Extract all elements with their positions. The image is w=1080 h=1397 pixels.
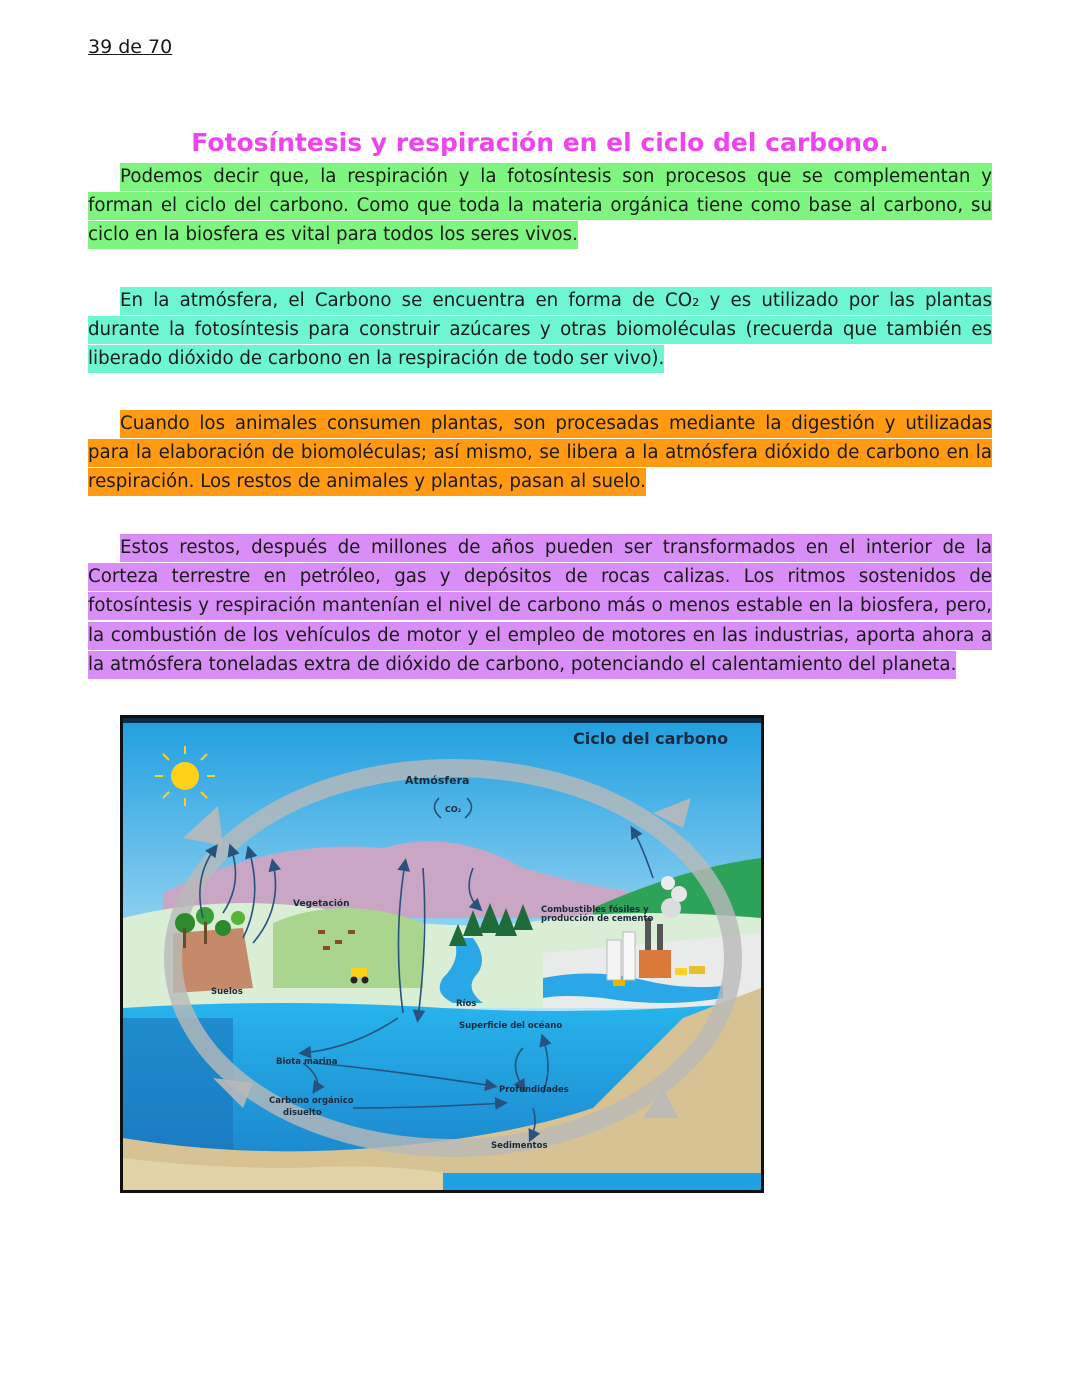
paragraph-1 <box>88 162 992 250</box>
paragraph-2 <box>88 286 992 374</box>
label-atmosfera: Atmósfera <box>405 774 470 787</box>
carbon-cycle-illustration <box>123 718 761 1190</box>
label-combustibles-1: Combustibles fósiles y <box>541 905 649 915</box>
page-title: Fotosíntesis y respiración en el ciclo del carbono. <box>191 128 889 157</box>
paragraph-2-text: En la atmósfera, el Carbono se encuentra en forma de CO₂ y es utilizado por las plantas durante la fotosíntesis para construir azúcares y otras biomoléculas (recuerda que también es liberado dióxido de carbono en la respiración de todo ser vivo). <box>88 287 992 373</box>
diagram-title: Ciclo del carbono <box>573 729 729 748</box>
label-biota: Biota marina <box>276 1057 338 1067</box>
label-suelos: Suelos <box>211 987 243 997</box>
label-vegetacion: Vegetación <box>293 899 350 909</box>
paragraph-4-text: Estos restos, después de millones de años pueden ser transformados en el interior de la Corteza terrestre en petróleo, gas y depósitos de rocas calizas. Los ritmos sostenidos de fotosíntesis y respiración mantenían el nivel de carbono más o menos estable en la biosfera, pero, la combustión de los vehículos de motor y el empleo de motores en las industrias, aporta ahora a la atmósfera toneladas extra de dióxido de carbono, potenciando el calentamiento del planeta. <box>88 534 992 679</box>
label-combustibles-2: producción de cemento <box>541 914 654 924</box>
paragraph-4 <box>88 533 992 679</box>
paragraph-1-text: Podemos decir que, la respiración y la fotosíntesis son procesos que se complementan y forman el ciclo del carbono. Como que toda la materia orgánica tiene como base al carbono, su ciclo en la biosfera es vital para todos los seres vivos. <box>88 163 992 249</box>
label-profundidades: Profundidades <box>499 1085 569 1095</box>
paragraph-3 <box>88 409 992 497</box>
page-counter: 39 de 70 <box>88 36 173 58</box>
label-carbono-1: Carbono orgánico <box>269 1096 354 1106</box>
label-rios: Ríos <box>456 999 477 1009</box>
paragraph-3-text: Cuando los animales consumen plantas, son procesadas mediante la digestión y utilizadas para la elaboración de biomoléculas; así mismo, se libera a la atmósfera dióxido de carbono en la respiración. Los restos de animales y plantas, pasan al suelo. <box>88 410 992 496</box>
label-sedimentos: Sedimentos <box>491 1141 548 1151</box>
label-superficie: Superficie del océano <box>459 1021 563 1031</box>
carbon-cycle-diagram <box>120 715 764 1193</box>
label-co2: CO₂ <box>445 805 462 814</box>
label-carbono-2: disuelto <box>283 1108 322 1118</box>
